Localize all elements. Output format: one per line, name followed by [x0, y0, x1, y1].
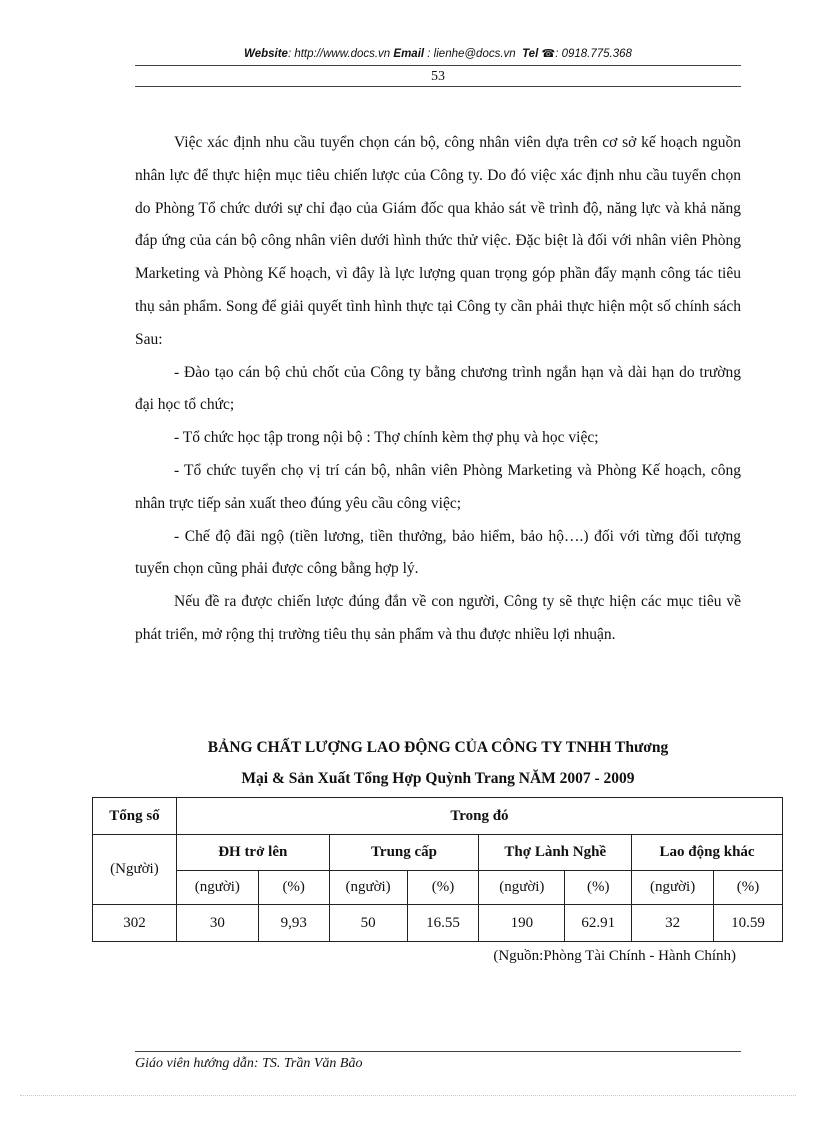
header-rule	[135, 65, 741, 66]
paragraph-6: Nếu đề ra được chiến lược đúng đắn về con người, Công ty sẽ thực hiện các mục tiêu về phát triển, mở rộng thị trường tiêu thụ sản phẩm và thu được nhiều lợi nhuận.	[135, 593, 741, 643]
university-people: 30	[176, 905, 258, 942]
paragraph-5: - Chế độ đãi ngộ (tiền lương, tiền thưởng, bảo hiểm, bảo hộ….) đối với từng đối tượng tuyển chọn cũng phải được công bằng hợp lý.	[135, 527, 741, 578]
phone-icon: ☎	[541, 48, 556, 60]
unit-people: (người)	[632, 871, 714, 905]
footer-supervisor: Giáo viên hướng dẫn: TS. Trần Văn Bão	[135, 1056, 363, 1071]
total-value: 302	[93, 905, 177, 942]
category-skilled-worker: Thợ Lành Nghề	[479, 835, 632, 871]
category-other-labor: Lao động khác	[632, 835, 783, 871]
group-header: Trong đó	[176, 798, 782, 835]
email-label: Email	[393, 48, 425, 60]
footer-rule	[135, 1051, 741, 1052]
paragraph-2: - Đào tạo cán bộ chủ chốt của Công ty bằng chương trình ngắn hạn và dài hạn do trường đại học tổ chức;	[135, 363, 741, 414]
website-value[interactable]: : http://www.docs.vn	[287, 48, 391, 60]
unit-percent: (%)	[407, 871, 479, 905]
unit-percent: (%)	[714, 871, 783, 905]
tel-label: Tel	[522, 48, 539, 60]
page-bottom-dotted-line	[20, 1095, 796, 1096]
page-header	[135, 47, 741, 60]
table-source: (Nguồn:Phòng Tài Chính - Hành Chính)	[493, 948, 736, 964]
unit-people: (người)	[329, 871, 407, 905]
email-value[interactable]: : lienhe@docs.vn	[427, 48, 516, 60]
unit-people: (người)	[479, 871, 565, 905]
category-intermediate: Trung cấp	[329, 835, 479, 871]
body-text	[135, 127, 741, 652]
total-unit: (Người)	[93, 835, 177, 905]
tel-value: : 0918.775.368	[555, 48, 632, 60]
category-university: ĐH trở lên	[176, 835, 329, 871]
unit-people: (người)	[176, 871, 258, 905]
university-percent: 9,93	[258, 905, 329, 942]
unit-percent: (%)	[258, 871, 329, 905]
paragraph-4: - Tổ chức tuyển chọ vị trí cán bộ, nhân viên Phòng Marketing và Phòng Kế hoạch, công nhân trực tiếp sản xuất theo đúng yêu cầu công việc;	[135, 461, 741, 512]
labor-quality-table	[92, 797, 783, 942]
website-label: Website	[244, 48, 288, 60]
unit-percent: (%)	[565, 871, 632, 905]
other-labor-percent: 10.59	[714, 905, 783, 942]
table-title-line-1: BẢNG CHẤT LƯỢNG LAO ĐỘNG CỦA CÔNG TY TNHH Thương	[207, 739, 669, 756]
paragraph-3: - Tổ chức học tập trong nội bộ : Thợ chính kèm thợ phụ và học việc;	[174, 429, 599, 447]
other-labor-people: 32	[632, 905, 714, 942]
intermediate-percent: 16.55	[407, 905, 479, 942]
page-number-rule	[135, 86, 741, 87]
table-title-line-2: Mại & Sản Xuất Tổng Hợp Quỳnh Trang NĂM 2007 - 2009	[241, 770, 635, 787]
table-title	[100, 732, 776, 794]
page-number: 53	[431, 69, 445, 84]
paragraph-1: Việc xác định nhu cầu tuyển chọn cán bộ, công nhân viên dựa trên cơ sở kế hoạch nguồn nhân lực để thực hiện mục tiêu chiến lược của Công ty. Do đó việc xác định nhu cầu tuyển chọn do Phòng Tổ chức dưới sự chỉ đạo của Giám đốc qua khảo sát về trình độ, năng lực và khả năng đáp ứng của cán bộ công nhân viên dưới hình thức thử việc. Đặc biệt là đối với nhân viên Phòng Marketing và Phòng Kế hoạch, vì đây là lực lượng quan trọng góp phần đẩy mạnh công tác tiêu thụ sản phẩm. Song để giải quyết tình hình thực tại Công ty cần phải thực hiện một số chính sách Sau:	[135, 134, 741, 348]
skilled-worker-percent: 62.91	[565, 905, 632, 942]
skilled-worker-people: 190	[479, 905, 565, 942]
intermediate-people: 50	[329, 905, 407, 942]
total-header: Tổng số	[93, 798, 177, 835]
